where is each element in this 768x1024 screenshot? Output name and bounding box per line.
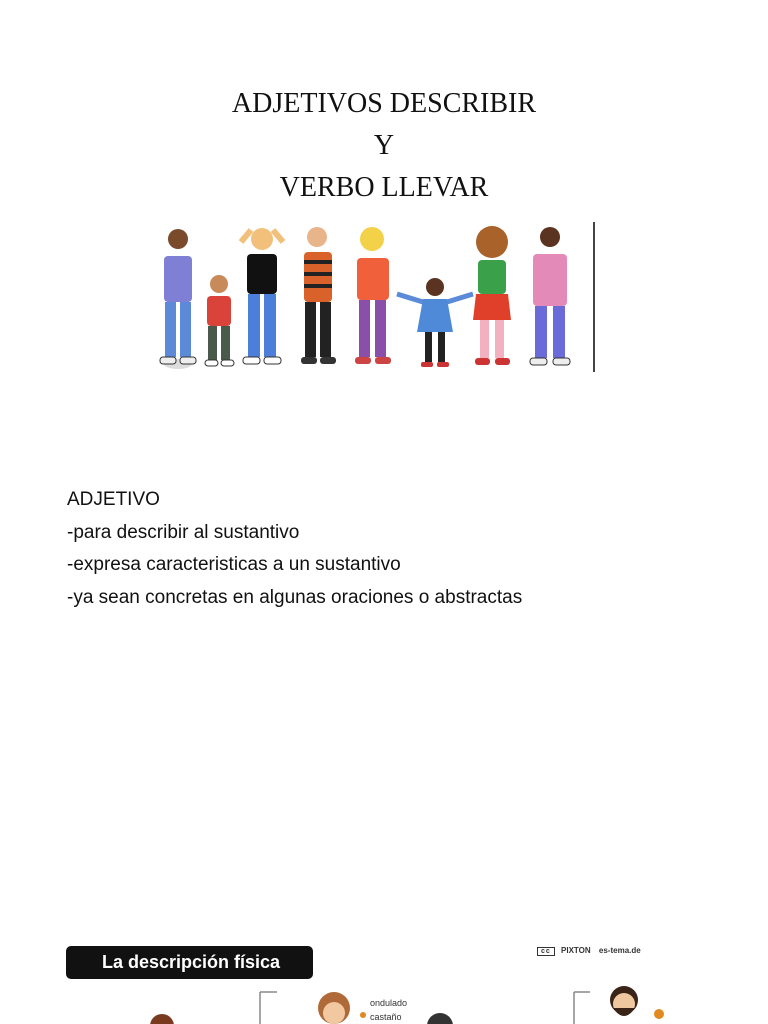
children-group-illustration bbox=[145, 222, 605, 374]
child-figure bbox=[241, 228, 283, 364]
child-figure bbox=[355, 227, 391, 364]
child-figure bbox=[205, 275, 234, 366]
child-figure bbox=[397, 278, 473, 367]
body-line: -para describir al sustantivo bbox=[67, 521, 300, 543]
body-line: -expresa caracteristicas a un sustantivo bbox=[67, 554, 401, 575]
credit-es-tema: es-tema.de bbox=[598, 946, 641, 955]
title-line-3: VERBO LLEVAR bbox=[279, 172, 489, 203]
body-line-heading: ADJETIVO bbox=[67, 489, 160, 510]
label-castano: castaño bbox=[370, 1012, 402, 1022]
cc-license-icon: cc bbox=[537, 947, 555, 956]
child-figure bbox=[473, 226, 511, 365]
child-figure bbox=[301, 227, 336, 364]
banner-title: La descripción física bbox=[102, 952, 281, 972]
child-figure bbox=[530, 227, 570, 365]
child-figure bbox=[160, 229, 196, 369]
title-line-1: ADJETIVOS DESCRIBIR bbox=[231, 88, 537, 119]
body-text bbox=[67, 484, 522, 614]
title-line-2: Y bbox=[373, 130, 395, 161]
physical-description-infographic bbox=[62, 940, 702, 1024]
body-line: -ya sean concretas en algunas oraciones o abstractas bbox=[67, 586, 523, 608]
label-ondulado: ondulado bbox=[370, 998, 408, 1008]
credit-pixton: PIXTON bbox=[561, 946, 591, 955]
